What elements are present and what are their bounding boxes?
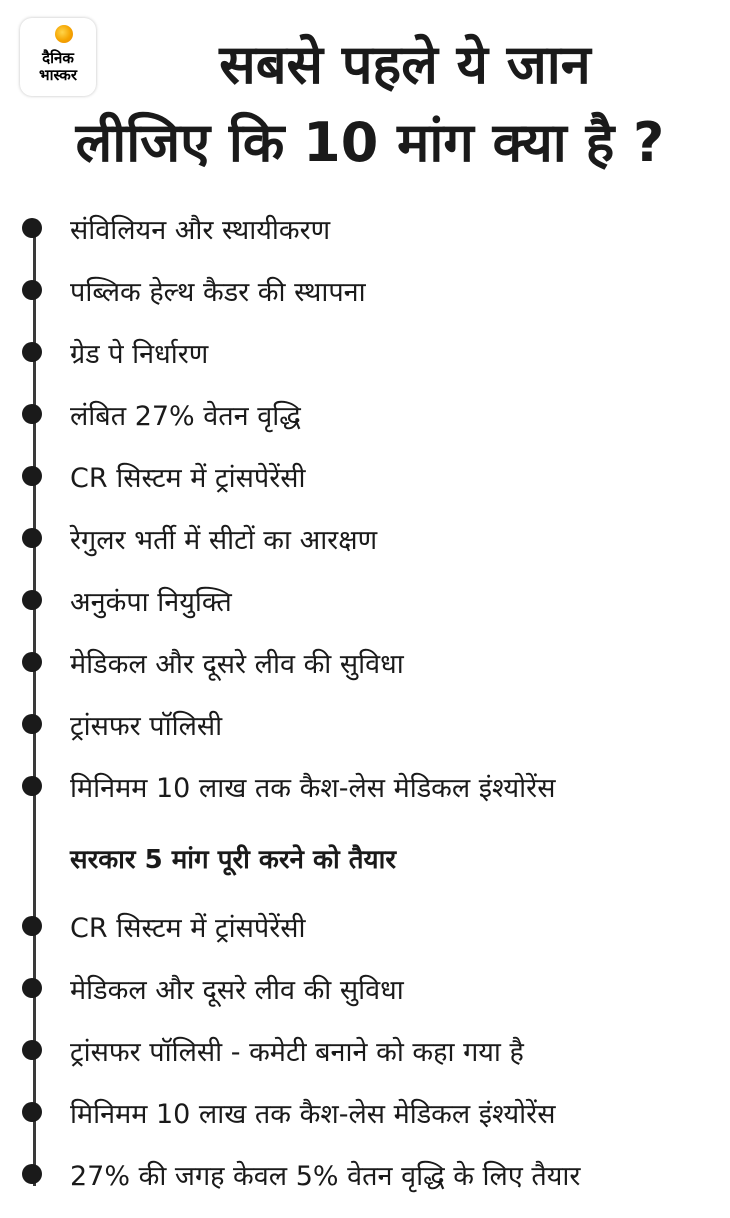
accepted-text: 27% की जगह केवल 5% वेतन वृद्धि के लिए तैयार — [70, 1160, 581, 1192]
accepted-text: ट्रांसफर पॉलिसी - कमेटी बनाने को कहा गया है — [70, 1036, 524, 1068]
demand-text: पब्लिक हेल्थ कैडर की स्थापना — [70, 276, 366, 308]
accepted-text: मिनिमम 10 लाख तक कैश-लेस मेडिकल इंश्योरेंस — [70, 1098, 556, 1130]
page-title — [0, 26, 730, 182]
bullet-dot — [22, 714, 42, 734]
demand-item-4 — [22, 394, 301, 434]
bullet-dot — [22, 1040, 42, 1060]
demand-text: मेडिकल और दूसरे लीव की सुविधा — [70, 648, 404, 680]
demand-text: CR सिस्टम में ट्रांसपेरेंसी — [70, 462, 306, 494]
section-subheading: सरकार 5 मांग पूरी करने को तैयार — [70, 845, 397, 875]
demand-text: संविलियन और स्थायीकरण — [70, 214, 331, 246]
bullet-dot — [22, 652, 42, 672]
accepted-item-3 — [22, 1030, 524, 1070]
accepted-item-1 — [22, 906, 306, 946]
bullet-dot — [22, 1102, 42, 1122]
bullet-dot — [22, 776, 42, 796]
bullet-dot — [22, 466, 42, 486]
bullet-dot — [22, 218, 42, 238]
bullet-dot — [22, 590, 42, 610]
demand-item-7 — [22, 580, 232, 620]
bullet-dot — [22, 978, 42, 998]
demand-text: लंबित 27% वेतन वृद्धि — [70, 400, 301, 432]
bullet-dot — [22, 342, 42, 362]
logo-line-2: भास्कर — [39, 66, 77, 84]
demand-text: ग्रेड पे निर्धारण — [70, 338, 209, 370]
demand-item-6 — [22, 518, 377, 558]
demand-item-5 — [22, 456, 306, 496]
demand-text: रेगुलर भर्ती में सीटों का आरक्षण — [70, 524, 378, 556]
demand-item-10 — [22, 766, 555, 806]
demand-item-3 — [22, 332, 208, 372]
accepted-text: मेडिकल और दूसरे लीव की सुविधा — [70, 974, 404, 1006]
demand-item-1 — [22, 208, 330, 248]
accepted-item-2 — [22, 968, 404, 1008]
bullet-dot — [22, 280, 42, 300]
demand-text: ट्रांसफर पॉलिसी — [70, 710, 223, 742]
demand-item-9 — [22, 704, 222, 744]
logo-line-1: दैनिक — [42, 49, 74, 67]
bullet-dot — [22, 404, 42, 424]
demand-item-2 — [22, 270, 366, 310]
accepted-item-5 — [22, 1154, 580, 1194]
accepted-item-4 — [22, 1092, 555, 1132]
demand-text: मिनिमम 10 लाख तक कैश-लेस मेडिकल इंश्योरेंस — [70, 772, 556, 804]
demand-item-8 — [22, 642, 404, 682]
accepted-text: CR सिस्टम में ट्रांसपेरेंसी — [70, 912, 306, 944]
bullet-dot — [22, 916, 42, 936]
bullet-dot — [22, 1164, 42, 1184]
bullet-dot — [22, 528, 42, 548]
title-line-1: सबसे पहले ये जान — [219, 33, 591, 96]
demand-text: अनुकंपा नियुक्ति — [70, 586, 232, 618]
title-line-2: लीजिए कि 10 मांग क्या है ? — [75, 111, 665, 174]
